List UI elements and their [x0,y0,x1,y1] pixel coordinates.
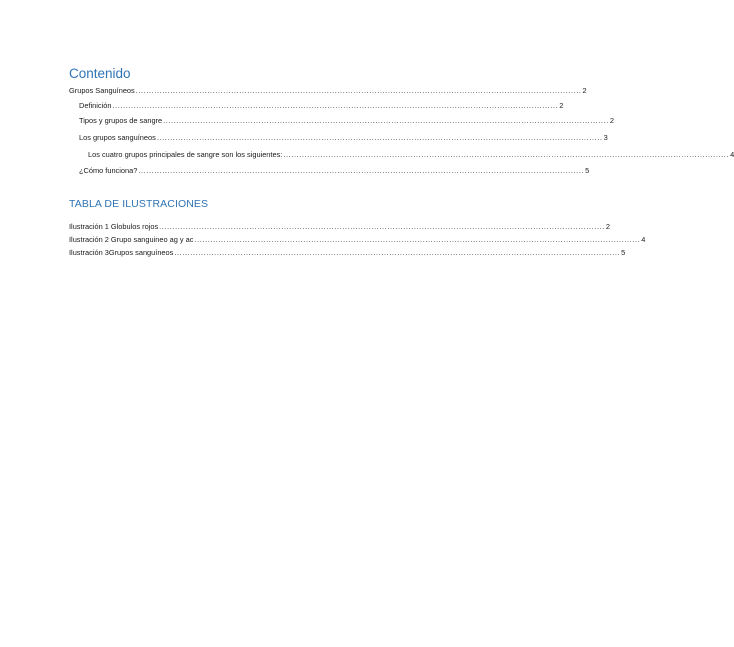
toc-entry-page: 2 [559,101,564,110]
toc-entry-page: 5 [585,166,590,175]
toc-entry-los-grupos-sanguineos[interactable] [79,131,608,143]
toc-entry-page: 4 [730,150,734,159]
toc-entry-page: 2 [609,116,615,125]
dot-leader: ........................................................................................................................................................................ [194,235,641,244]
toc-entry-tipos-y-grupos[interactable] [79,114,615,126]
dot-leader: ........................................................................................................................................................................ [138,166,585,175]
toc-entry-label: Grupos Sanguíneos [69,86,135,95]
toc-entry-label: Tipos y grupos de sangre [79,116,163,125]
dot-leader: ........................................................................................................................................................................ [112,101,559,110]
figure-entry-label: Ilustración 1 Globulos rojos [69,222,159,231]
toc-entry-label: Los grupos sanguíneos [79,133,156,142]
toc-entry-page: 3 [603,133,608,142]
figure-entry-label: Ilustración 2 Grupo sanguineo ag y ac [69,235,194,244]
figure-entry-page: 5 [621,248,626,257]
toc-entry-page: 2 [582,86,587,95]
figure-entry-page: 4 [641,235,646,244]
figure-entry-3[interactable] [69,246,626,258]
figures-title: TABLA DE ILUSTRACIONES [69,198,209,210]
dot-leader: ........................................................................................................................................................................ [159,222,605,231]
dot-leader: ........................................................................................................................................................................ [283,150,730,159]
dot-leader: ........................................................................................................................................................................ [163,116,609,125]
dot-leader: ........................................................................................................................................................................ [156,133,603,142]
toc-entry-grupos-sanguineos[interactable] [69,84,587,96]
toc-title: Contenido [69,66,131,81]
dot-leader: ........................................................................................................................................................................ [135,86,582,95]
figure-entry-label: Ilustración 3Grupos sanguíneos [69,248,174,257]
dot-leader: ........................................................................................................................................................................ [174,248,621,257]
toc-entry-como-funciona[interactable] [79,164,590,176]
toc-entry-label: ¿Cómo funciona? [79,166,138,175]
figure-entry-2[interactable] [69,233,646,245]
figure-entry-page: 2 [605,222,611,231]
toc-entry-label: Los cuatro grupos principales de sangre son los siguientes: [88,150,283,159]
toc-entry-label: Definición [79,101,112,110]
toc-entry-definicion[interactable] [79,99,564,111]
figure-entry-1[interactable] [69,220,611,232]
toc-entry-cuatro-grupos[interactable] [88,148,734,160]
